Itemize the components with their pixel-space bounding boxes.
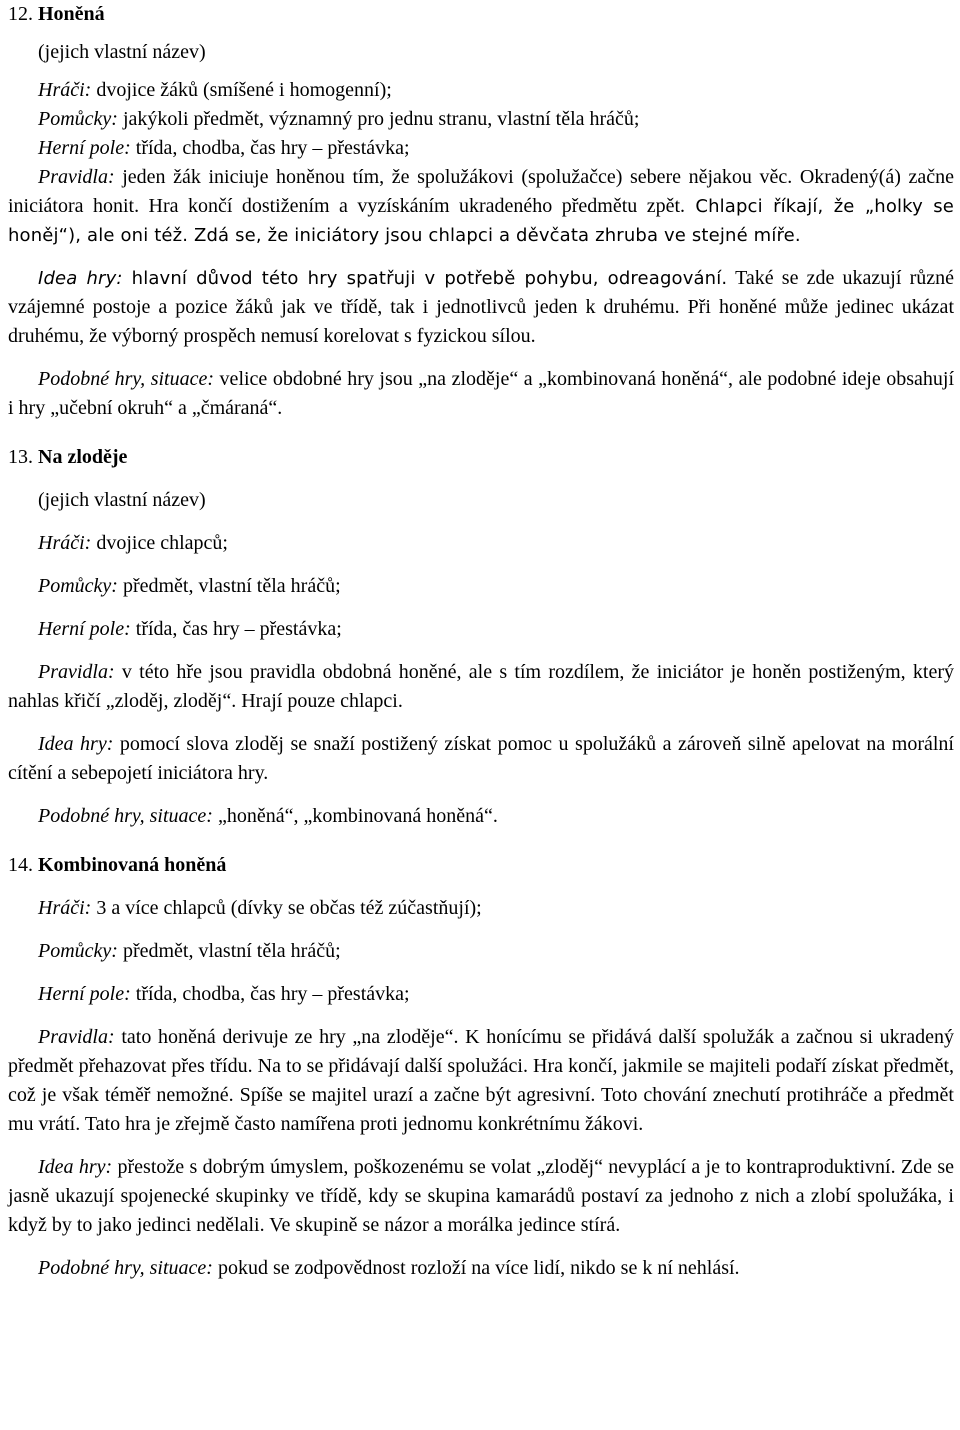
section-13 (8, 443, 954, 831)
similar-text: pokud se zodpovědnost rozloží na více lidí, nikdo se k ní nehlásí. (212, 1257, 740, 1279)
tools-label: Pomůcky: (38, 940, 118, 962)
players-label: Hráči: (38, 897, 92, 919)
section-12-name-note: (jejich vlastní název) (38, 41, 206, 63)
section-14-tools (8, 937, 954, 966)
section-12-idea (8, 264, 954, 351)
similar-label: Podobné hry, situace: (38, 368, 215, 390)
section-14-title: Kombinovaná honěná (38, 854, 227, 876)
section-12-number: 12. (8, 3, 33, 25)
idea-text-continued: Také se zde ukazují různé vzájemné postoje a pozice žáků jak ve třídě, tak i jednotlivců jeden k druhému. Při honěné může jedinec ukázat druhému, že výborný prospěch nemusí korelovat s fyzickou sílou. (8, 267, 954, 347)
idea-label: Idea hry: (38, 268, 123, 289)
tools-label: Pomůcky: (38, 575, 118, 597)
section-12-tools (8, 105, 954, 134)
section-13-field (8, 615, 954, 644)
players-label: Hráči: (38, 532, 92, 554)
tools-label: Pomůcky: (38, 108, 118, 130)
idea-label: Idea hry: (38, 733, 114, 755)
section-12-similar (8, 365, 954, 423)
idea-text: přestože s dobrým úmyslem, poškozenému se volat „zloděj“ nevyplácí a je to kontraproduktivní. Zde se jasně ukazují spojenecké skupinky ve třídě, kdy se skupina kamarádů postaví za jednoho z nich a zlobí spolužáka, i když by to jako jedinci nedělali. Ve skupině se názor a morálka jedince stírá. (8, 1156, 954, 1236)
section-14-field (8, 980, 954, 1009)
tools-text: předmět, vlastní těla hráčů; (117, 940, 341, 962)
section-12-players (8, 76, 954, 105)
rules-text: v této hře jsou pravidla obdobná honěné, ale s tím rozdílem, že iniciátor je honěn postiženým, který nahlas křičí „zloděj, zloděj“. Hrají pouze chlapci. (8, 661, 954, 712)
field-label: Herní pole: (38, 618, 131, 640)
section-13-tools (8, 572, 954, 601)
similar-label: Podobné hry, situace: (38, 1257, 213, 1279)
players-text: 3 a více chlapců (dívky se občas též zúčastňují); (91, 897, 482, 919)
players-text: dvojice žáků (smíšené i homogenní); (91, 79, 392, 101)
field-text: třída, chodba, čas hry – přestávka; (130, 137, 410, 159)
field-text: třída, čas hry – přestávka; (130, 618, 342, 640)
similar-label: Podobné hry, situace: (38, 805, 213, 827)
rules-label: Pravidla: (38, 661, 115, 683)
tools-text: předmět, vlastní těla hráčů; (117, 575, 341, 597)
section-14-rules (8, 1023, 954, 1139)
section-12-rules (8, 163, 954, 250)
section-14-heading (8, 851, 954, 880)
section-13-heading (8, 443, 954, 472)
section-13-title: Na zloděje (38, 446, 128, 468)
section-13-name-note: (jejich vlastní název) (38, 489, 206, 511)
field-text: třída, chodba, čas hry – přestávka; (130, 983, 410, 1005)
rules-text-continued: Chlapci říkají, že „holky se honěj“), ale oni též. Zdá se, že iniciátory jsou chlapci a děvčata zhruba ve stejné míře. (8, 196, 954, 246)
rules-label: Pravidla: (38, 1026, 115, 1048)
section-13-similar (8, 802, 954, 831)
section-13-players (8, 529, 954, 558)
section-12-heading (8, 0, 954, 29)
section-14-similar (8, 1254, 954, 1283)
section-13-idea (8, 730, 954, 788)
section-14-idea (8, 1153, 954, 1240)
section-13-rules (8, 658, 954, 716)
section-13-number: 13. (8, 446, 33, 468)
section-12-title: Honěná (38, 3, 105, 25)
section-12-field (8, 134, 954, 163)
field-label: Herní pole: (38, 137, 131, 159)
rules-text: tato honěná derivuje ze hry „na zloděje“. K honícímu se přidává další spolužák a začnou si ukradený předmět přehazovat přes třídu. Na to se přidávají další spolužáci. Hra končí, jakmile se majiteli podaří získat předmět, což je však téměř nemožné. Spíše se majitel urazí a začne být agresivní. Toto chování znechutí protihráče a předmět mu vrátí. Tato hra je zřejmě často namířena proti jednomu konkrétnímu žákovi. (8, 1026, 954, 1135)
section-14 (8, 851, 954, 1283)
rules-label: Pravidla: (38, 166, 115, 188)
rules-text: jeden žák iniciuje honěnou tím, že spolužákovi (spolužačce) sebere nějakou věc. Okradený(á) začne iniciátora honit. Hra končí dostižením a vyzískáním ukradeného předmětu zpět. (8, 166, 954, 217)
section-14-players (8, 894, 954, 923)
section-14-number: 14. (8, 854, 33, 876)
field-label: Herní pole: (38, 983, 131, 1005)
players-label: Hráči: (38, 79, 92, 101)
idea-text: pomocí slova zloděj se snaží postižený získat pomoc u spolužáků a zároveň silně apelovat na morální cítění a sebepojetí iniciátora hry. (8, 733, 954, 784)
tools-text: jakýkoli předmět, významný pro jednu stranu, vlastní těla hráčů; (117, 108, 640, 130)
similar-text: „honěná“, „kombinovaná honěná“. (212, 805, 498, 827)
players-text: dvojice chlapců; (91, 532, 228, 554)
idea-label: Idea hry: (38, 1156, 113, 1178)
idea-text: hlavní důvod této hry spatřuji v potřebě pohybu, odreagování. (122, 268, 728, 289)
similar-text: velice obdobné hry jsou „na zloděje“ a „kombinovaná honěná“, ale podobné ideje obsahují i hry „učební okruh“ a „čmáraná“. (8, 368, 955, 419)
section-12 (8, 0, 954, 423)
